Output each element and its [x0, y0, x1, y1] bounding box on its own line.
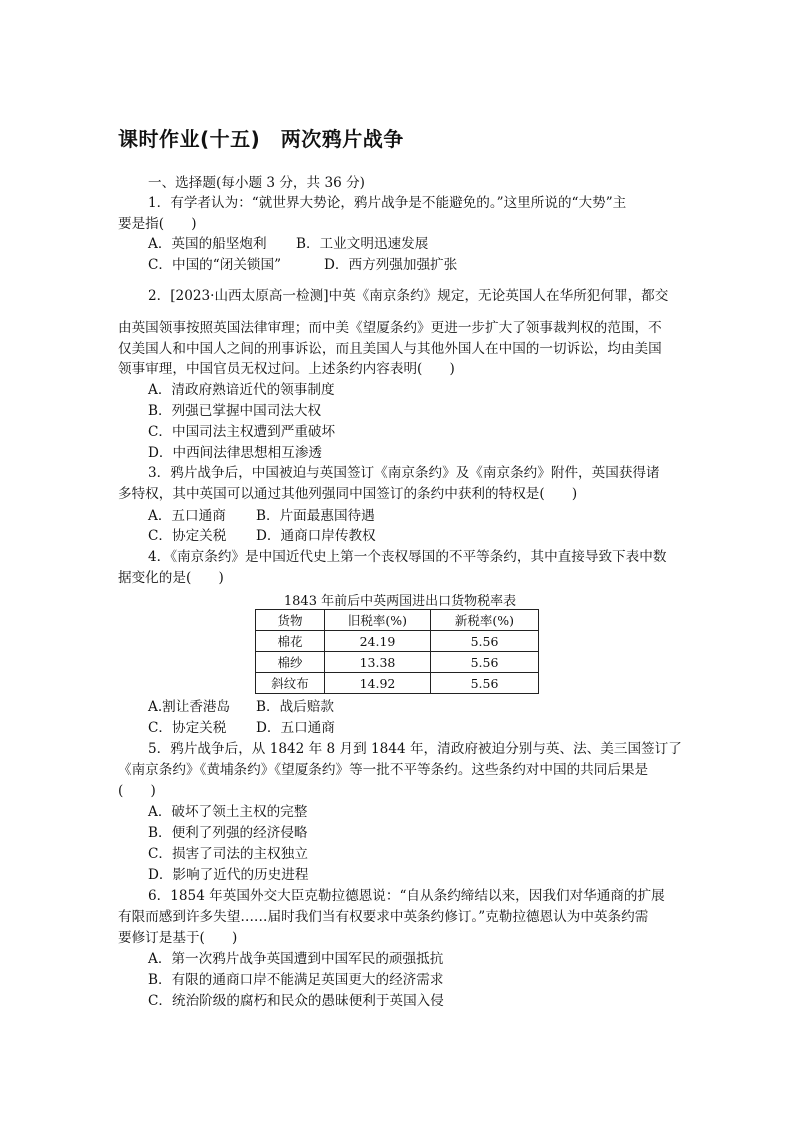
table-cell: 13.38 [325, 652, 431, 673]
page-title: 课时作业(十五) 两次鸦片战争 [118, 127, 404, 151]
q6-stem-line-2: 有限而感到许多失望……届时我们当有权要求中英条约修订。”克勒拉德恩认为中英条约需 [118, 909, 649, 925]
q2-option-a: A．清政府熟谙近代的领事制度 [148, 382, 335, 398]
q6-stem-line-3: 要修订是基于( ) [118, 930, 238, 946]
table-row [256, 652, 539, 673]
q3-option-c: C．协定关税 [148, 528, 227, 544]
q4-stem-line-1: 4．《南京条约》是中国近代史上第一个丧权辱国的不平等条约，其中直接导致下表中数 [148, 549, 667, 565]
table-row [256, 673, 539, 694]
table-cell: 斜纹布 [256, 673, 325, 694]
q3-option-a: A．五口通商 [148, 508, 226, 524]
q1-option-a: A．英国的船坚炮利 [148, 236, 267, 252]
table-cell: 棉花 [256, 631, 325, 652]
q5-option-b: B．便利了列强的经济侵略 [148, 825, 308, 841]
q4-option-b: B．战后赔款 [256, 699, 334, 715]
tax-rate-table [255, 609, 539, 694]
q1-stem-line-2: 要是指( ) [118, 216, 197, 232]
q5-stem-line-1: 5．鸦片战争后，从 1842 年 8 月到 1844 年，清政府被迫分别与英、法、美三国签订了 [148, 741, 682, 757]
table-header-cell: 新税率(%) [431, 610, 539, 631]
table-cell: 14.92 [325, 673, 431, 694]
q2-option-c: C．中国司法主权遭到严重破坏 [148, 424, 336, 440]
q2-option-d: D．中西间法律思想相互渗透 [148, 445, 323, 461]
table-cell: 24.19 [325, 631, 431, 652]
q2-option-b: B．列强已掌握中国司法大权 [148, 403, 322, 419]
section-heading: 一、选择题(每小题 3 分，共 36 分) [148, 175, 365, 191]
table-cell: 5.56 [431, 631, 539, 652]
q2-stem-line-1: 2．[2023·山西太原高一检测]中英《南京条约》规定，无论英国人在华所犯何罪，都交 [148, 288, 669, 304]
q3-option-d: D．通商口岸传教权 [256, 528, 376, 544]
q2-stem-line-4: 领事审理，中国官员无权过问。上述条约内容表明( ) [118, 361, 455, 377]
q1-option-b: B．工业文明迅速发展 [296, 236, 429, 252]
q5-stem-line-2: 《南京条约》《黄埔条约》《望厦条约》等一批不平等条约。这些条约对中国的共同后果是 [118, 762, 649, 778]
q1-stem-line-1: 1．有学者认为：“就世界大势论，鸦片战争是不能避免的。”这里所说的“大势”主 [148, 195, 627, 211]
q1-option-d: D．西方列强加强扩张 [324, 257, 458, 273]
table-header-cell: 货物 [256, 610, 325, 631]
q4-option-d: D．五口通商 [256, 720, 335, 736]
table-row [256, 631, 539, 652]
q5-stem-line-3: ( ) [118, 783, 156, 799]
q1-option-c: C．中国的“闭关锁国” [148, 257, 282, 273]
table-caption: 1843 年前后中英两国进出口货物税率表 [283, 594, 517, 609]
q2-stem-line-2: 由英国领事按照英国法律审理；而中美《望厦条约》更进一步扩大了领事裁判权的范围，不 [118, 320, 662, 336]
q3-stem-line-1: 3．鸦片战争后，中国被迫与英国签订《南京条约》及《南京条约》附件，英国获得诸 [148, 465, 660, 481]
q5-option-d: D．影响了近代的历史进程 [148, 867, 309, 883]
q2-stem-line-3: 仅美国人和中国人之间的刑事诉讼，而且美国人与其他外国人在中国的一切诉讼，均由美国 [118, 341, 662, 357]
q6-option-a: A．第一次鸦片战争英国遭到中国军民的顽强抵抗 [148, 951, 444, 967]
q4-stem-line-2: 据变化的是( ) [118, 570, 224, 586]
q6-option-c: C．统治阶级的腐朽和民众的愚昧便利于英国入侵 [148, 993, 444, 1009]
table-cell: 5.56 [431, 652, 539, 673]
table-header-row [256, 610, 539, 631]
q3-option-b: B．片面最惠国待遇 [256, 508, 375, 524]
table-cell: 棉纱 [256, 652, 325, 673]
q6-stem-line-1: 6．1854 年英国外交大臣克勒拉德恩说：“自从条约缔结以来，因我们对华通商的扩展 [148, 888, 665, 904]
q4-option-c: C．协定关税 [148, 720, 227, 736]
q5-option-a: A．破坏了领土主权的完整 [148, 804, 308, 820]
q5-option-c: C．损害了司法的主权独立 [148, 846, 308, 862]
q6-option-b: B．有限的通商口岸不能满足英国更大的经济需求 [148, 972, 444, 988]
q4-option-a: A.割让香港岛 [148, 699, 231, 715]
table-header-cell: 旧税率(%) [325, 610, 431, 631]
q3-stem-line-2: 多特权，其中英国可以通过其他列强同中国签订的条约中获利的特权是( ) [118, 486, 578, 502]
table-cell: 5.56 [431, 673, 539, 694]
